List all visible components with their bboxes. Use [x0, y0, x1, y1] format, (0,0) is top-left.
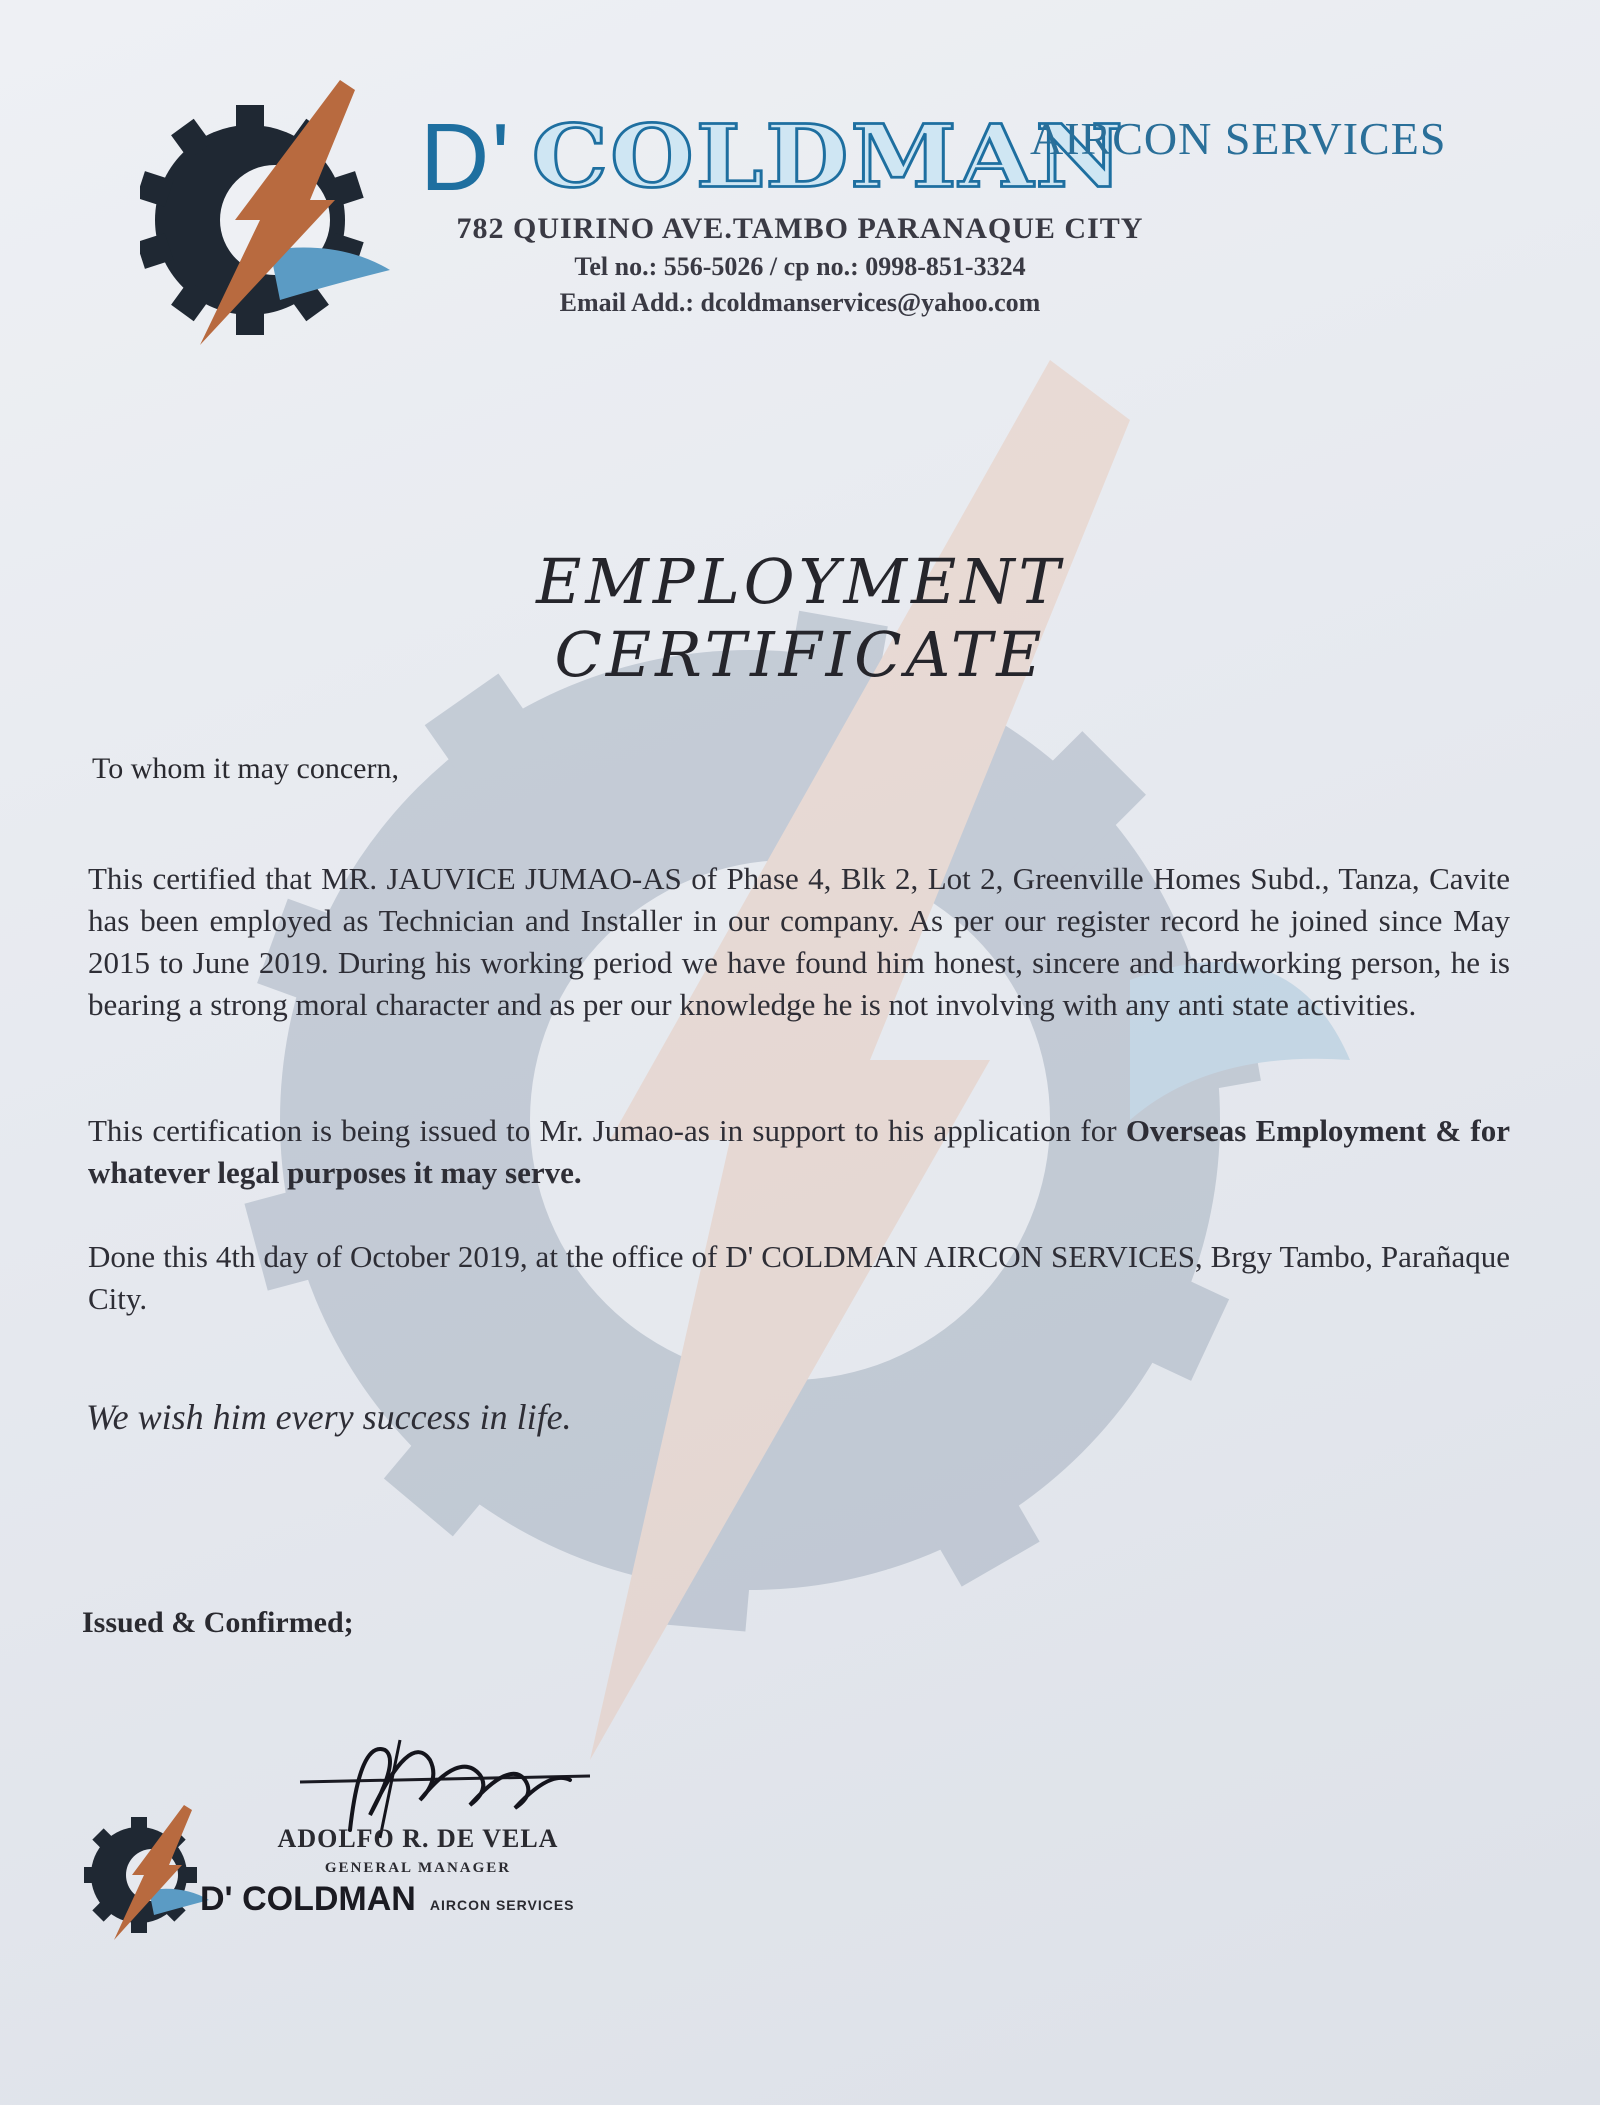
footer-brand-tag: AIRCON SERVICES — [429, 1897, 575, 1913]
body-paragraph-1: This certified that MR. JAUVICE JUMAO-AS of Phase 4, Blk 2, Lot 2, Greenville Homes Subd., Tanza, Cavite has been employed as Technician and Installer in our company. As per our register record he joined since May 2015 to June 2019. During his working period we have found him honest, sincere and hardworking person, he is bearing a strong moral character and as per our knowledge he is not involving with any anti state activities. — [88, 861, 1510, 1022]
brand-tagline: AIRCON SERVICES — [1030, 113, 1447, 164]
body-paragraph-3: Done this 4th day of October 2019, at the office of D' COLDMAN AIRCON SERVICES, Brgy Tambo, Parañaque City. — [88, 1239, 1510, 1316]
company-logo-icon — [140, 70, 400, 360]
brand-name: COLDMAN — [531, 105, 1125, 208]
closing-line: We wish him every success in life. — [86, 1397, 572, 1437]
footer-brand — [200, 1880, 575, 1919]
issued-label: Issued & Confirmed; — [82, 1606, 354, 1639]
document-title: EMPLOYMENT CERTIFICATE — [536, 545, 1064, 691]
signatory-title: GENERAL MANAGER — [324, 1860, 512, 1876]
salutation: To whom it may concern, — [92, 752, 399, 785]
company-contact-block — [420, 212, 1180, 318]
company-phone: Tel no.: 556-5026 / cp no.: 0998-851-3324 — [574, 252, 1026, 281]
company-address: 782 QUIRINO AVE.TAMBO PARANAQUE CITY — [456, 212, 1144, 245]
footer-logo-icon — [84, 1800, 214, 1945]
company-email: Email Add.: dcoldmanservices@yahoo.com — [559, 288, 1041, 317]
body-paragraph-2 — [88, 1110, 1510, 1194]
footer-brand-name: D' COLDMAN — [200, 1880, 416, 1918]
brand-prefix: D' — [420, 104, 512, 211]
brand-wordmark — [420, 100, 1125, 213]
signatory-name: ADOLFO R. DE VELA — [277, 1824, 559, 1853]
paragraph-2-bold: Overseas Employment & for whatever legal purposes it may serve. — [88, 1113, 1510, 1190]
paragraph-2-text: This certification is being issued to Mr. Jumao-as in support to his application for — [88, 1113, 1126, 1148]
